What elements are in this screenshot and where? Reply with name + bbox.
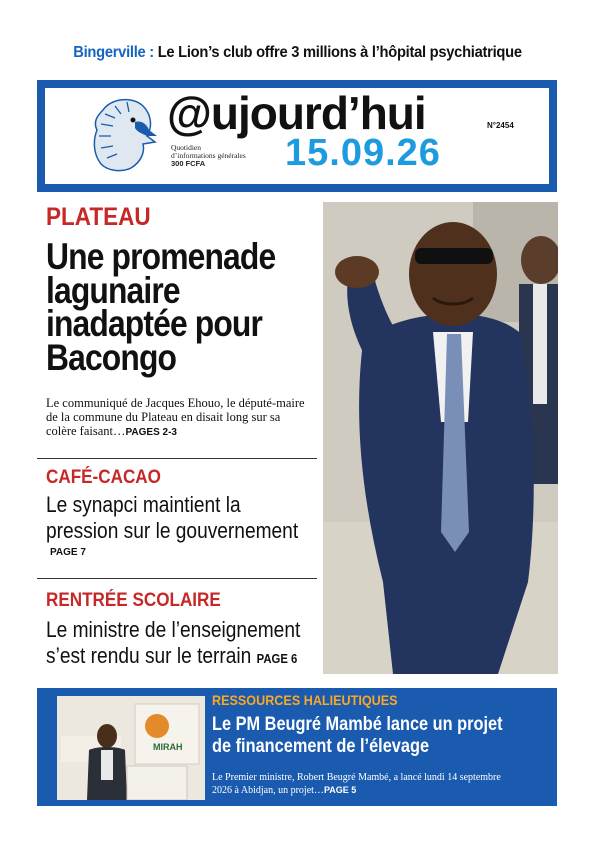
price: 300 FCFA <box>171 159 206 168</box>
bottom-feature-band <box>37 688 557 806</box>
tagline-line-1: Quotidien <box>171 143 201 152</box>
story1-lede <box>46 396 312 440</box>
teaser-location: Bingerville : <box>73 44 154 61</box>
story1-headline[interactable]: Une promenade lagunaire inadaptée pour Bacongo <box>46 236 276 378</box>
masthead-tagline <box>171 144 281 168</box>
divider <box>37 578 317 579</box>
story3-page-ref: PAGE 6 <box>256 651 298 666</box>
masthead <box>37 80 557 192</box>
masthead-panel <box>45 88 549 184</box>
teaser-text: Le Lion’s club offre 3 millions à l’hôpital psychiatrique <box>157 44 522 61</box>
story4-page-ref: PAGE 5 <box>323 785 357 795</box>
story1-lede-text: Le communiqué de Jacques Ehouo, le député-maire de la commune du Plateau en disait long sur sa colère faisant… <box>46 396 305 438</box>
story1-kicker: PLATEAU <box>46 203 151 231</box>
eagle-logo-icon <box>85 92 165 176</box>
issue-number: N°2454 <box>487 121 514 130</box>
top-teaser[interactable] <box>24 44 571 62</box>
story3-kicker: RENTRÉE SCOLAIRE <box>46 590 221 611</box>
tagline-line-2: d’informations générales <box>171 151 246 160</box>
story4-headline[interactable]: Le PM Beugré Mambé lance un projet de financement de l’élevage <box>212 714 503 757</box>
divider <box>37 458 317 459</box>
story3-headline-text: Le ministre de l’enseignement s’est rendu sur le terrain <box>46 617 301 668</box>
main-photo <box>323 202 558 674</box>
story4-lede-text: Le Premier ministre, Robert Beugré Mambé, a lancé lundi 14 septembre 2026 à Abidjan, un projet… <box>212 772 501 796</box>
feature-photo-image <box>57 696 205 800</box>
story2-headline[interactable]: Le synapci maintient la pression sur le gouvernement <box>46 492 299 543</box>
story2-kicker: CAFÉ-CACAO <box>46 467 161 488</box>
feature-photo <box>57 696 205 800</box>
issue-date: 15.09.26 <box>285 132 441 174</box>
story4-lede <box>212 772 502 797</box>
brand-title: @ujourd’hui <box>167 87 426 139</box>
story2-page-ref: PAGE 7 <box>50 547 86 558</box>
mirah-banner-text: MIRAH <box>153 742 183 752</box>
politician-photo-image <box>323 202 558 674</box>
story4-kicker: RESSOURCES HALIEUTIQUES <box>212 692 398 708</box>
story3-headline[interactable] <box>46 617 324 672</box>
story1-page-ref: PAGES 2-3 <box>125 427 177 438</box>
